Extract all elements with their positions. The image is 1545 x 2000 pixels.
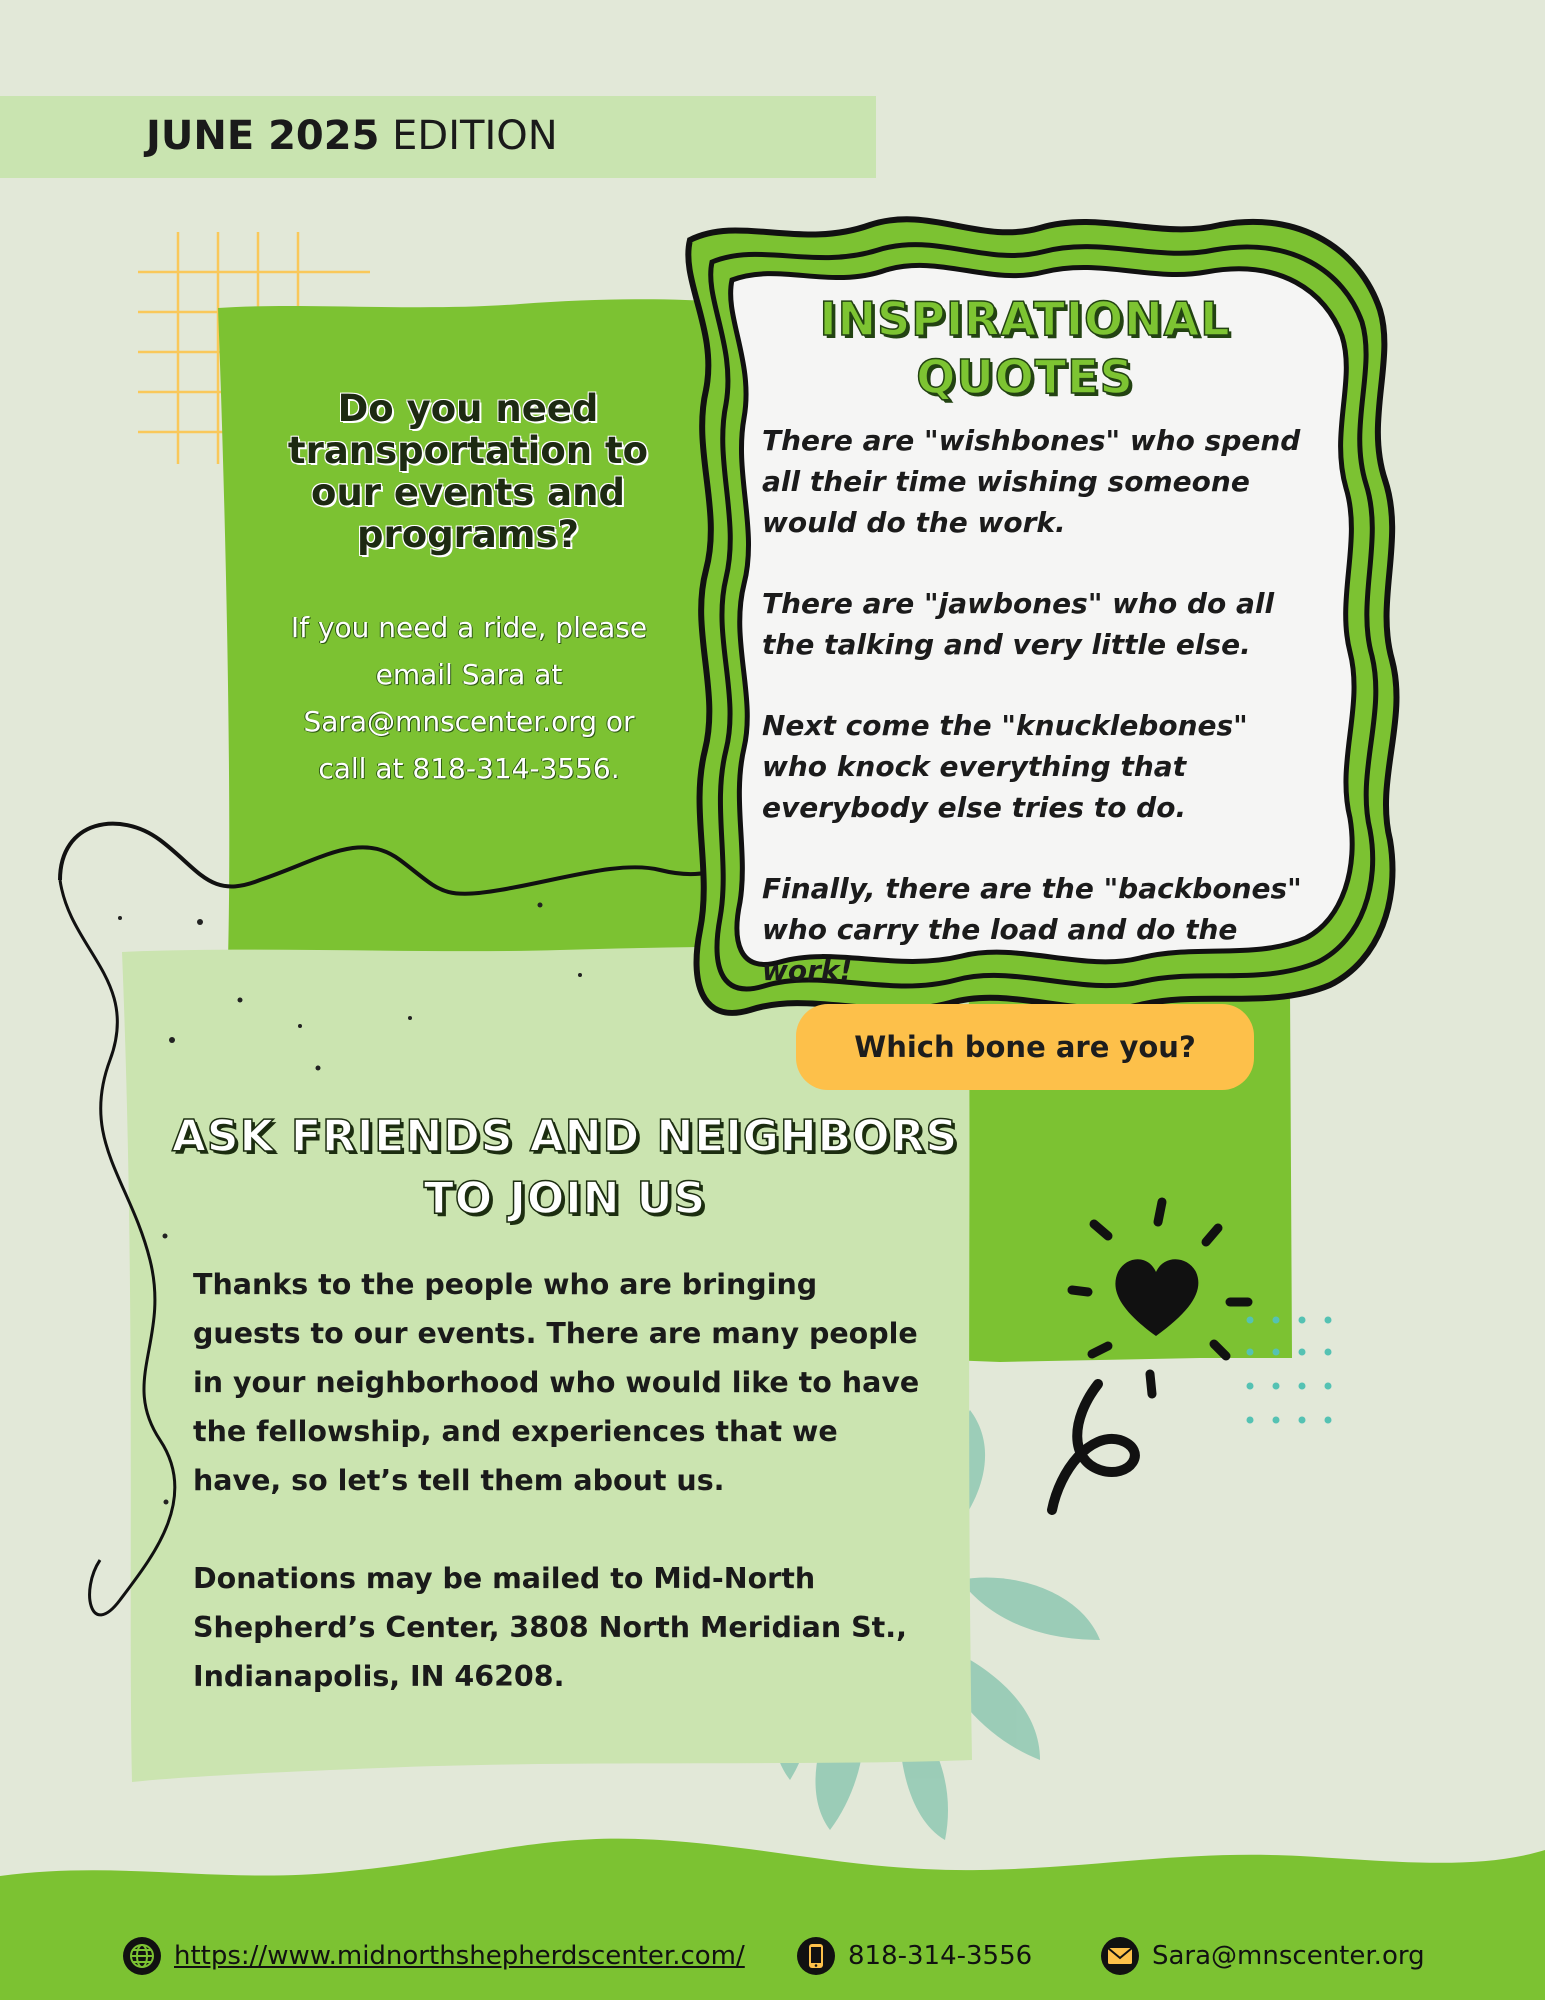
footer-phone	[796, 1934, 1032, 1978]
quote-backbones: Finally, there are the "backbones" who carry the load and do the work!	[762, 872, 1302, 987]
quotes-title: INSPIRATIONAL QUOTES	[819, 292, 1231, 404]
quote-jawbones: There are "jawbones" who do all the talking and very little else.	[762, 587, 1275, 661]
transport-title: Do you need transportation to our events and programs?	[287, 387, 649, 556]
footer-website	[122, 1934, 745, 1978]
invite-paragraph: Thanks to the people who are bringing guests to our events. There are many people in your neighborhood who would like to have the fellowship, and experiences that we have, so let’s tell them about us.	[193, 1268, 920, 1497]
phone-icon	[796, 1936, 836, 1976]
invite-body	[193, 1260, 933, 1750]
quote-knucklebones: Next come the "knucklebones" who knock everything that everybody else tries to do.	[762, 709, 1248, 824]
quotes-list	[762, 420, 1322, 1031]
quote-wishbones: There are "wishbones" who spend all their time wishing someone would do the work.	[762, 424, 1301, 539]
email-address[interactable]: Sara@mnscenter.org	[1152, 1941, 1425, 1971]
edition-word: EDITION	[392, 113, 558, 159]
donation-paragraph: Donations may be mailed to Mid-North Shepherd’s Center, 3808 North Meridian St., Indianapolis, IN 46208.	[193, 1562, 907, 1693]
invite-title: ASK FRIENDS AND NEIGHBORS TO JOIN US	[171, 1111, 959, 1224]
phone-number[interactable]: 818-314-3556	[848, 1941, 1033, 1971]
footer-email	[1100, 1934, 1425, 1978]
transport-body: If you need a ride, please email Sara at Sara@mnscenter.org or call at 818-314-3556.	[290, 611, 648, 785]
website-link[interactable]: https://www.midnorthshepherdscenter.com/	[174, 1941, 745, 1971]
mail-icon	[1100, 1936, 1140, 1976]
globe-icon	[122, 1936, 162, 1976]
edition-date: JUNE 2025	[146, 113, 380, 159]
bone-question-text: Which bone are you?	[854, 1030, 1196, 1064]
